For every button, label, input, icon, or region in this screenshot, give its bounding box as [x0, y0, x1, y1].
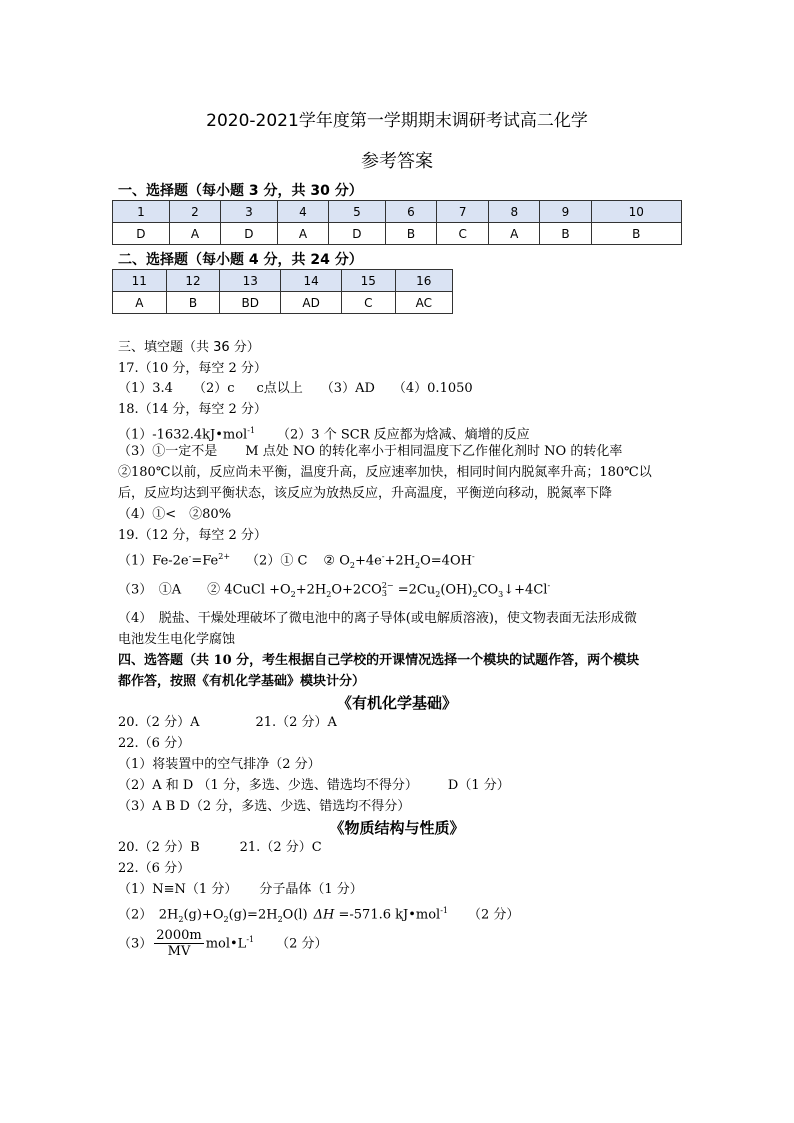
table-cell: 8: [489, 201, 540, 223]
table-cell: A: [169, 223, 220, 245]
table-cell: C: [437, 223, 489, 245]
q19-line1: $(1)Fe-2e^-=Fe^{2+}$ （2）① C ② $O_2+4e^-+2H_2O=4OH^-$: [118, 552, 475, 570]
fraction: [154, 928, 203, 959]
module1-line3: （1）将装置中的空气排净（2 分）: [118, 757, 321, 772]
page-title: 2020-2021学年度第一学期期末调研考试高二化学: [206, 111, 588, 131]
q19-text: (OH): [440, 582, 473, 598]
q17-heading: 17.（10 分，每空 2 分）: [118, 361, 267, 376]
table-cell: D: [113, 223, 170, 245]
table-cell: AD: [281, 292, 342, 314]
section3-heading: 三、填空题（共 36 分）: [118, 340, 260, 355]
q19-text: +2H: [384, 553, 416, 569]
m2-eq: =-571.6 kJ•mol: [334, 907, 441, 923]
q18-part1: （1）-1632.4kJ•mol: [118, 427, 248, 443]
section1-answer-table: [112, 200, 682, 245]
m2-q22-1b: 分子晶体（1 分）: [259, 882, 363, 897]
section4-heading-line2: 都作答，按照《有机化学基础》模块计分）: [118, 674, 366, 689]
table-cell: 3: [221, 201, 278, 223]
q18-part2: （2）3 个 SCR 反应都为焓减、熵增的反应: [277, 427, 530, 443]
table-cell: 7: [437, 201, 489, 223]
m1-q22-2b: D（1 分）: [447, 778, 510, 793]
table-cell: A: [489, 223, 540, 245]
q19-text: =2Cu: [393, 582, 436, 598]
table-cell: A: [113, 292, 167, 314]
table-header-row: [113, 270, 453, 292]
m2-q21: 21.（2 分）C: [239, 840, 322, 855]
module1-line5: （3）A B D（2 分，多选、少选、错选均不得分）: [118, 799, 411, 814]
q19-sup: 2+: [218, 552, 231, 561]
q17-part2: （2）c: [192, 381, 235, 396]
table-cell: 12: [166, 270, 220, 292]
q17-part3: （3）AD: [320, 381, 375, 396]
q17-part2-b: c点以上: [256, 381, 303, 396]
fraction-numerator: 2000m: [156, 928, 202, 944]
q19-text: =Fe: [191, 553, 219, 569]
m2-sup: -1: [440, 906, 448, 915]
m1-q22-2a: （2）A 和 D （1 分，多选、少选、错选均不得分）: [118, 778, 418, 793]
m2-q22-3: （3）: [118, 936, 153, 952]
m1-q21: 21.（2 分）A: [255, 715, 337, 730]
q18-line5: （4）①< ②80%: [118, 507, 232, 522]
q18-line3: ②180℃以前，反应尚未平衡，温度升高，反应速率加快，相同时间内脱氮率升高；180℃以: [118, 465, 652, 480]
q18-part3a: （3）①一定不是: [118, 444, 218, 459]
module2-line2: 22.（6 分）: [118, 861, 191, 876]
table-cell: A: [277, 223, 328, 245]
q19-text: ② O: [323, 553, 350, 569]
module1-line1: [118, 715, 337, 731]
q19-text: O+2CO: [331, 582, 382, 598]
q17-part4: （4）0.1050: [392, 381, 473, 396]
table-cell: 9: [540, 201, 591, 223]
m2-q22-1a: （1）N≡N（1 分）: [118, 882, 238, 897]
module1-line2: 22.（6 分）: [118, 736, 191, 751]
table-cell: D: [221, 223, 278, 245]
m2-score: （2 分）: [468, 907, 520, 923]
table-cell: B: [166, 292, 220, 314]
q19-line3: （4） 脱盐、干燥处理破坏了微电池中的离子导体(或电解质溶液)，使文物表面无法形成微: [118, 611, 637, 626]
q19-text: （1）Fe-2e: [118, 553, 189, 569]
q19-sub: 3: [381, 588, 387, 598]
m2-delta-h: ΔH: [313, 907, 335, 923]
m2-eq: (g)=2H: [228, 907, 278, 923]
q19-sup: 2−: [381, 580, 394, 590]
table-cell: 6: [385, 201, 436, 223]
q19-text: CO: [477, 582, 499, 598]
table-cell: 16: [395, 270, 452, 292]
table-cell: D: [329, 223, 386, 245]
table-cell: BD: [220, 292, 281, 314]
page-subtitle: 参考答案: [361, 151, 433, 172]
q19-heading: 19.（12 分，每空 2 分）: [118, 528, 267, 543]
module2-line5: [118, 922, 328, 962]
m2-sup: -1: [246, 935, 255, 944]
table-row: [113, 223, 682, 245]
q19-line2: （3） ①A ② 4CuCl $+O_2+2H_2O+2CO$ 2− 3 $=2Cu_2(OH)_2CO_3↓+4Cl^-$: [118, 580, 551, 599]
fraction-denominator: MV: [167, 944, 191, 960]
m2-score: （2 分）: [276, 936, 328, 952]
q18-part1-sup: -1: [247, 426, 256, 435]
module2-line3: [118, 882, 363, 898]
module2-line4: （2） $2H_2(g)+O_2(g)=2H_2O(l)$ ΔH =-571.6 kJ•mol$^{-1}$ （2 分）: [118, 906, 520, 924]
m2-eq: O(l): [282, 907, 308, 923]
table-cell: 14: [281, 270, 342, 292]
table-cell: C: [341, 292, 395, 314]
q19-line4: 电池发生电化学腐蚀: [118, 632, 236, 647]
table-row: [113, 292, 453, 314]
q18-line4: 后，反应均达到平衡状态，该反应为放热反应，升高温度，平衡逆向移动，脱氮率下降: [118, 486, 613, 501]
q19-text: ↓+4Cl: [503, 582, 548, 598]
table-cell: B: [385, 223, 436, 245]
section4-heading-line1: 四、选答题（共 10 分，考生根据自己学校的开课情况选择一个模块的试题作答，两个模块: [118, 653, 640, 668]
table-cell: 2: [169, 201, 220, 223]
module2-title: 《物质结构与性质》: [329, 819, 465, 837]
q18-line2: [118, 444, 622, 460]
table-cell: 5: [329, 201, 386, 223]
section1-heading: 一、选择题（每小题 3 分，共 30 分）: [118, 183, 363, 199]
q18-part3b: M 点处 NO 的转化率小于相同温度下乙作催化剂时 NO 的转化率: [245, 444, 623, 459]
table-cell: 10: [591, 201, 681, 223]
m2-q20: 20.（2 分）B: [118, 840, 200, 855]
module2-line1: [118, 840, 322, 856]
q19-text: （2）① C: [246, 553, 308, 569]
m2-unit: mol•L: [205, 936, 247, 952]
table-cell: 13: [220, 270, 281, 292]
section2-heading: 二、选择题（每小题 4 分，共 24 分）: [118, 252, 363, 268]
q18-heading: 18.（14 分，每空 2 分）: [118, 402, 267, 417]
q19-text: +4e: [354, 553, 382, 569]
q17-part1: （1）3.4: [118, 381, 173, 396]
m2-eq: (g)+O: [183, 907, 224, 923]
table-cell: 15: [341, 270, 395, 292]
table-cell: B: [540, 223, 591, 245]
q19-text: +2H: [295, 582, 327, 598]
q17-answers: [118, 381, 473, 397]
q18-line1: [118, 423, 530, 443]
table-cell: 11: [113, 270, 167, 292]
module1-title: 《有机化学基础》: [336, 694, 457, 712]
q19-text: O=4OH: [420, 553, 472, 569]
table-cell: AC: [395, 292, 452, 314]
table-cell: 1: [113, 201, 170, 223]
section2-answer-table: [112, 269, 453, 314]
table-cell: B: [591, 223, 681, 245]
q19-text: （3） ①A ② 4CuCl +O: [118, 582, 291, 598]
table-cell: 4: [277, 201, 328, 223]
module1-line4: [118, 778, 510, 794]
m2-eq: （2） 2H: [118, 907, 179, 923]
m1-q20: 20.（2 分）A: [118, 715, 200, 730]
table-header-row: [113, 201, 682, 223]
